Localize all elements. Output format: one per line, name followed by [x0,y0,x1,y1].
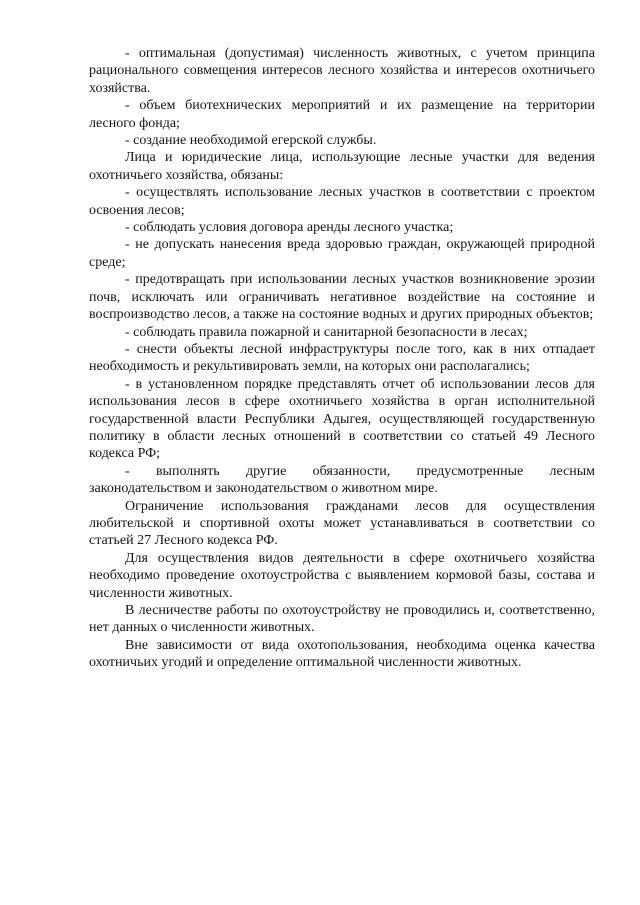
paragraph-report: - в установленном порядке представлять отчет об использовании лесов для использования лесов в сфере охотничьего хозяйства в орган исполнительной государственной власти Республики Адыгея, осуществляющей государственную политику в области лесных отношений в соответствии со статьей 49 Лесного кодекса РФ; [89,376,595,462]
paragraph-no-harm: - не допускать нанесения вреда здоровью граждан, окружающей природной среде; [89,237,595,270]
paragraph-biotechnical-measures: - объем биотехнических мероприятий и их размещение на территории лесного фонда; [89,98,595,131]
paragraph-demolish-infrastructure: - снести объекты лесной инфраструктуры после того, как в них отпадает необходимость и рекультивировать земли, на которых они располагались; [89,341,595,375]
paragraph-optimal-population: - оптимальная (допустимая) численность животных, с учетом принципа рационального совмещения интересов лесного хозяйства и интересов охотничьего хозяйства. [89,46,595,96]
paragraph-obligations-intro: Лица и юридические лица, использующие лесные участки для ведения охотничьего хозяйства, обязаны: [89,150,595,183]
paragraph-quality-assessment: Вне зависимости от вида охотопользования, необходима оценка качества охотничьих угодий и определение оптимальной численности животных. [89,637,595,671]
paragraph-other-duties: - выполнять другие обязанности, предусмотренные лесным законодательством и законодательством о животном мире. [89,463,595,497]
paragraph-use-per-project: - осуществлять использование лесных участков в соответствии с проектом освоения лесов; [89,185,595,218]
paragraph-hunting-survey: Для осуществления видов деятельности в сфере охотничьего хозяйства необходимо проведение охотоустройства с выявлением кормовой базы, состава и численности животных. [89,550,595,601]
paragraph-prevent-erosion: - предотвращать при использовании лесных участков возникновение эрозии почв, исключать или ограничивать негативное воздействие на состояние и воспроизводство лесов, а также на состояние водных и других природных объектов; [89,272,595,323]
paragraph-hunting-restriction: Ограничение использования гражданами лесов для осуществления любительской и спортивной охоты может устанавливаться в соответствии со статьей 27 Лесного кодекса РФ. [89,498,595,549]
paragraph-fire-safety: - соблюдать правила пожарной и санитарной безопасности в лесах; [125,324,528,340]
paragraph-lease-terms: - соблюдать условия договора аренды лесного участка; [125,220,454,236]
paragraph-no-survey-data: В лесничестве работы по охотоустройству не проводились и, соответственно, нет данных о численности животных. [89,603,595,636]
document-page [89,45,595,672]
paragraph-ranger-service: - создание необходимой егерской службы. [125,133,377,149]
